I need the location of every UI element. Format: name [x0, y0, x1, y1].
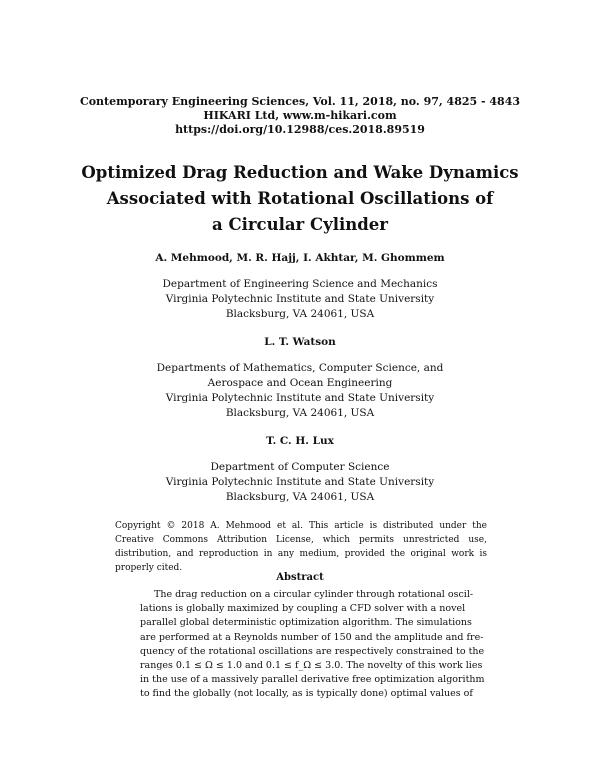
title-line-3: a Circular Cylinder	[212, 215, 388, 234]
affiliation-line: Department of Engineering Science and Mechanics	[162, 278, 438, 290]
title-line-2: Associated with Rotational Oscillations of	[106, 189, 494, 208]
abstract-line: The drag reduction on a circular cylinder through rotational oscil-	[154, 589, 474, 600]
affiliation-line: Virginia Polytechnic Institute and State University	[165, 476, 435, 488]
affiliation-line: Virginia Polytechnic Institute and State University	[165, 392, 435, 404]
doi-line: https://doi.org/10.12988/ces.2018.89519	[175, 123, 425, 136]
abstract-line: ranges 0.1 ≤ Ω ≤ 1.0 and 0.1 ≤ f_Ω ≤ 3.0. The novelty of this work lies	[140, 660, 483, 672]
author-group-2	[0, 335, 600, 421]
author-names: T. C. H. Lux	[266, 435, 334, 447]
abstract-line: quency of the rotational oscillations are respectively constrained to the	[140, 645, 485, 657]
paper-title	[0, 160, 600, 238]
affiliation-line: Aerospace and Ocean Engineering	[207, 377, 393, 389]
abstract-line: lations is globally maximized by coupling a CFD solver with a novel	[140, 603, 466, 615]
abstract-line: parallel global deterministic optimization algorithm. The simulations	[140, 617, 472, 629]
abstract-line: are performed at a Reynolds number of 150 and the amplitude and fre-	[140, 631, 484, 643]
affiliation-line: Blacksburg, VA 24061, USA	[225, 491, 375, 503]
affiliation-line: Departments of Mathematics, Computer Science, and	[156, 362, 444, 374]
affiliation-line: Blacksburg, VA 24061, USA	[225, 308, 375, 320]
author-group-1	[0, 251, 600, 322]
publisher-line: HIKARI Ltd, www.m-hikari.com	[203, 109, 397, 122]
abstract-text	[140, 588, 485, 702]
author-names: L. T. Watson	[264, 336, 336, 348]
affiliation-line: Virginia Polytechnic Institute and State University	[165, 293, 435, 305]
title-line-1: Optimized Drag Reduction and Wake Dynamics	[81, 163, 519, 182]
journal-citation: Contemporary Engineering Sciences, Vol. 11, 2018, no. 97, 4825 - 4843	[79, 95, 521, 108]
abstract-line: in the use of a massively parallel derivative free optimization algorithm	[140, 674, 485, 686]
journal-header	[0, 95, 600, 137]
abstract-heading: Abstract	[276, 572, 324, 583]
copyright-notice: Copyright © 2018 A. Mehmood et al. This article is distributed under the Creative Commons Attribution License, which permits unrestricted use, distribution, and reproduction in any medium, provided the original work is properly cited.	[115, 521, 487, 573]
author-group-3	[0, 434, 600, 505]
affiliation-line: Blacksburg, VA 24061, USA	[225, 407, 375, 419]
author-names: A. Mehmood, M. R. Hajj, I. Akhtar, M. Ghommem	[155, 252, 445, 264]
abstract-line: to find the globally (not locally, as is typically done) optimal values of	[140, 688, 473, 700]
affiliation-line: Department of Computer Science	[210, 461, 390, 473]
